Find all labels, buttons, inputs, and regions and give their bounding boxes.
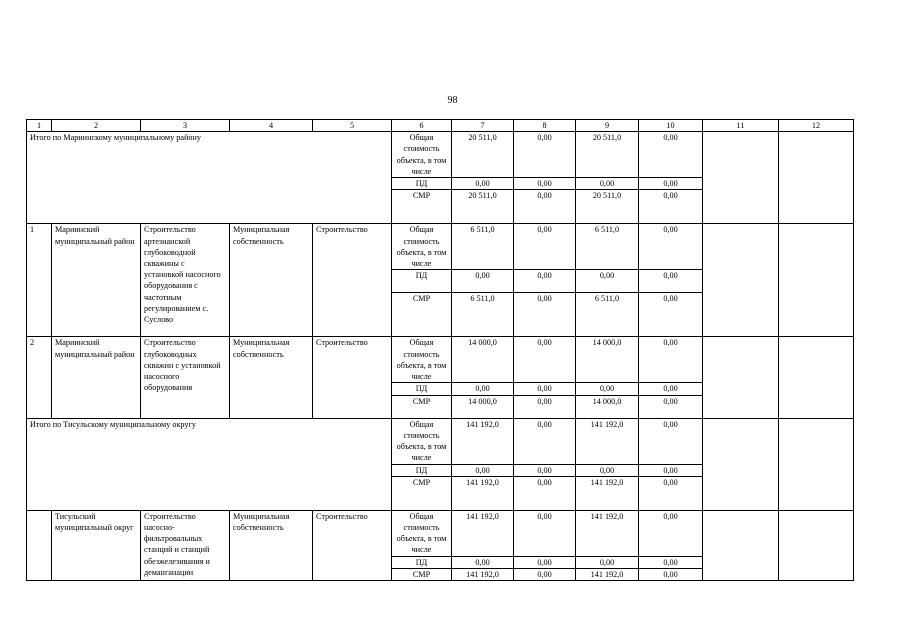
value-cell: 0,00	[576, 556, 639, 568]
value-cell: 0,00	[639, 337, 703, 383]
table-row	[27, 418, 854, 464]
column-number: 4	[230, 120, 313, 132]
municipality-cell: Мариинский муниципальный район	[52, 337, 141, 418]
empty-cell	[779, 337, 854, 418]
column-number: 11	[703, 120, 779, 132]
value-cell: 0,00	[514, 476, 576, 510]
value-cell: 20 511,0	[576, 132, 639, 178]
total-label: Общая стоимость объекта, в том числе	[392, 510, 452, 556]
value-cell: 14 000,0	[452, 395, 514, 418]
value-cell: 0,00	[639, 132, 703, 178]
budget-table	[26, 119, 854, 581]
value-cell: 6 511,0	[452, 224, 514, 270]
value-cell: 0,00	[514, 418, 576, 464]
value-cell: 0,00	[639, 293, 703, 337]
total-label: Общая стоимость объекта, в том числе	[392, 224, 452, 270]
value-cell: 141 192,0	[576, 476, 639, 510]
empty-cell	[703, 510, 779, 580]
empty-cell	[779, 224, 854, 337]
smr-label: СМР	[392, 476, 452, 510]
value-cell: 0,00	[514, 510, 576, 556]
object-name-cell: Строительство глубоководных скважин с установкой насосного оборудования	[141, 337, 230, 418]
value-cell: 0,00	[639, 569, 703, 581]
pd-label: ПД	[392, 270, 452, 293]
empty-cell	[779, 510, 854, 580]
value-cell: 0,00	[514, 383, 576, 395]
pd-label: ПД	[392, 464, 452, 476]
smr-label: СМР	[392, 395, 452, 418]
pd-label: ПД	[392, 383, 452, 395]
value-cell: 0,00	[639, 224, 703, 270]
municipality-cell: Тисульский муниципальный округ	[52, 510, 141, 580]
column-number: 1	[27, 120, 52, 132]
value-cell: 0,00	[514, 178, 576, 190]
value-cell: 0,00	[576, 383, 639, 395]
table-row	[27, 132, 854, 178]
value-cell: 20 511,0	[576, 190, 639, 224]
value-cell: 0,00	[452, 464, 514, 476]
page-number: 98	[447, 95, 458, 106]
value-cell: 20 511,0	[452, 190, 514, 224]
column-number: 2	[52, 120, 141, 132]
value-cell: 0,00	[639, 418, 703, 464]
object-name-cell: Строительство насосно-фильтровальных станций и станций обезжелезивания и деманганации	[141, 510, 230, 580]
value-cell: 6 511,0	[576, 224, 639, 270]
value-cell: 141 192,0	[576, 510, 639, 556]
value-cell: 0,00	[639, 395, 703, 418]
table-row	[27, 224, 854, 270]
pd-label: ПД	[392, 556, 452, 568]
value-cell: 0,00	[452, 556, 514, 568]
value-cell: 141 192,0	[576, 418, 639, 464]
value-cell: 0,00	[514, 569, 576, 581]
empty-cell	[703, 224, 779, 337]
value-cell: 6 511,0	[576, 293, 639, 337]
object-name-cell: Строительство артезианской глубоководной скважины с установкой насосного оборудования с частотным регулированием с. Суслово	[141, 224, 230, 337]
value-cell: 0,00	[639, 190, 703, 224]
value-cell: 14 000,0	[452, 337, 514, 383]
empty-cell	[703, 337, 779, 418]
column-number: 7	[452, 120, 514, 132]
value-cell: 6 511,0	[452, 293, 514, 337]
column-number: 10	[639, 120, 703, 132]
empty-cell	[779, 418, 854, 510]
municipality-cell: Мариинский муниципальный район	[52, 224, 141, 337]
empty-cell	[779, 132, 854, 224]
table-row	[27, 337, 854, 383]
value-cell: 0,00	[639, 178, 703, 190]
value-cell: 141 192,0	[452, 569, 514, 581]
total-label: Общая стоимость объекта, в том числе	[392, 132, 452, 178]
value-cell: 0,00	[514, 270, 576, 293]
value-cell: 14 000,0	[576, 337, 639, 383]
value-cell: 0,00	[639, 510, 703, 556]
column-number-row	[27, 120, 854, 132]
value-cell: 0,00	[514, 395, 576, 418]
smr-label: СМР	[392, 293, 452, 337]
column-number: 12	[779, 120, 854, 132]
column-number: 6	[392, 120, 452, 132]
value-cell: 0,00	[639, 383, 703, 395]
empty-cell	[703, 132, 779, 224]
value-cell: 0,00	[639, 464, 703, 476]
value-cell: 0,00	[514, 293, 576, 337]
row-number	[27, 510, 52, 580]
ownership-cell: Муниципальная собственность	[230, 224, 313, 337]
value-cell: 0,00	[576, 464, 639, 476]
section-title: Итого по Тисульскому муниципальному округу	[27, 418, 392, 510]
value-cell: 0,00	[514, 190, 576, 224]
value-cell: 20 511,0	[452, 132, 514, 178]
value-cell: 0,00	[514, 464, 576, 476]
value-cell: 0,00	[639, 270, 703, 293]
ownership-cell: Муниципальная собственность	[230, 510, 313, 580]
value-cell: 14 000,0	[576, 395, 639, 418]
value-cell: 0,00	[514, 556, 576, 568]
value-cell: 0,00	[452, 178, 514, 190]
value-cell: 0,00	[514, 224, 576, 270]
smr-label: СМР	[392, 190, 452, 224]
ownership-cell: Муниципальная собственность	[230, 337, 313, 418]
value-cell: 141 192,0	[452, 418, 514, 464]
value-cell: 0,00	[514, 132, 576, 178]
pd-label: ПД	[392, 178, 452, 190]
value-cell: 0,00	[452, 270, 514, 293]
column-number: 3	[141, 120, 230, 132]
table-row	[27, 510, 854, 556]
smr-label: СМР	[392, 569, 452, 581]
value-cell: 141 192,0	[452, 510, 514, 556]
work-type-cell: Строительство	[313, 337, 392, 418]
value-cell: 0,00	[576, 178, 639, 190]
value-cell: 0,00	[639, 476, 703, 510]
column-number: 9	[576, 120, 639, 132]
column-number: 5	[313, 120, 392, 132]
value-cell: 141 192,0	[452, 476, 514, 510]
value-cell: 0,00	[514, 337, 576, 383]
empty-cell	[703, 418, 779, 510]
work-type-cell: Строительство	[313, 224, 392, 337]
column-number: 8	[514, 120, 576, 132]
total-label: Общая стоимость объекта, в том числе	[392, 337, 452, 383]
value-cell: 0,00	[452, 383, 514, 395]
value-cell: 141 192,0	[576, 569, 639, 581]
value-cell: 0,00	[576, 270, 639, 293]
section-title: Итого по Мариинскому муниципальному району	[27, 132, 392, 224]
row-number: 1	[27, 224, 52, 337]
value-cell: 0,00	[639, 556, 703, 568]
total-label: Общая стоимость объекта, в том числе	[392, 418, 452, 464]
work-type-cell: Строительство	[313, 510, 392, 580]
row-number: 2	[27, 337, 52, 418]
